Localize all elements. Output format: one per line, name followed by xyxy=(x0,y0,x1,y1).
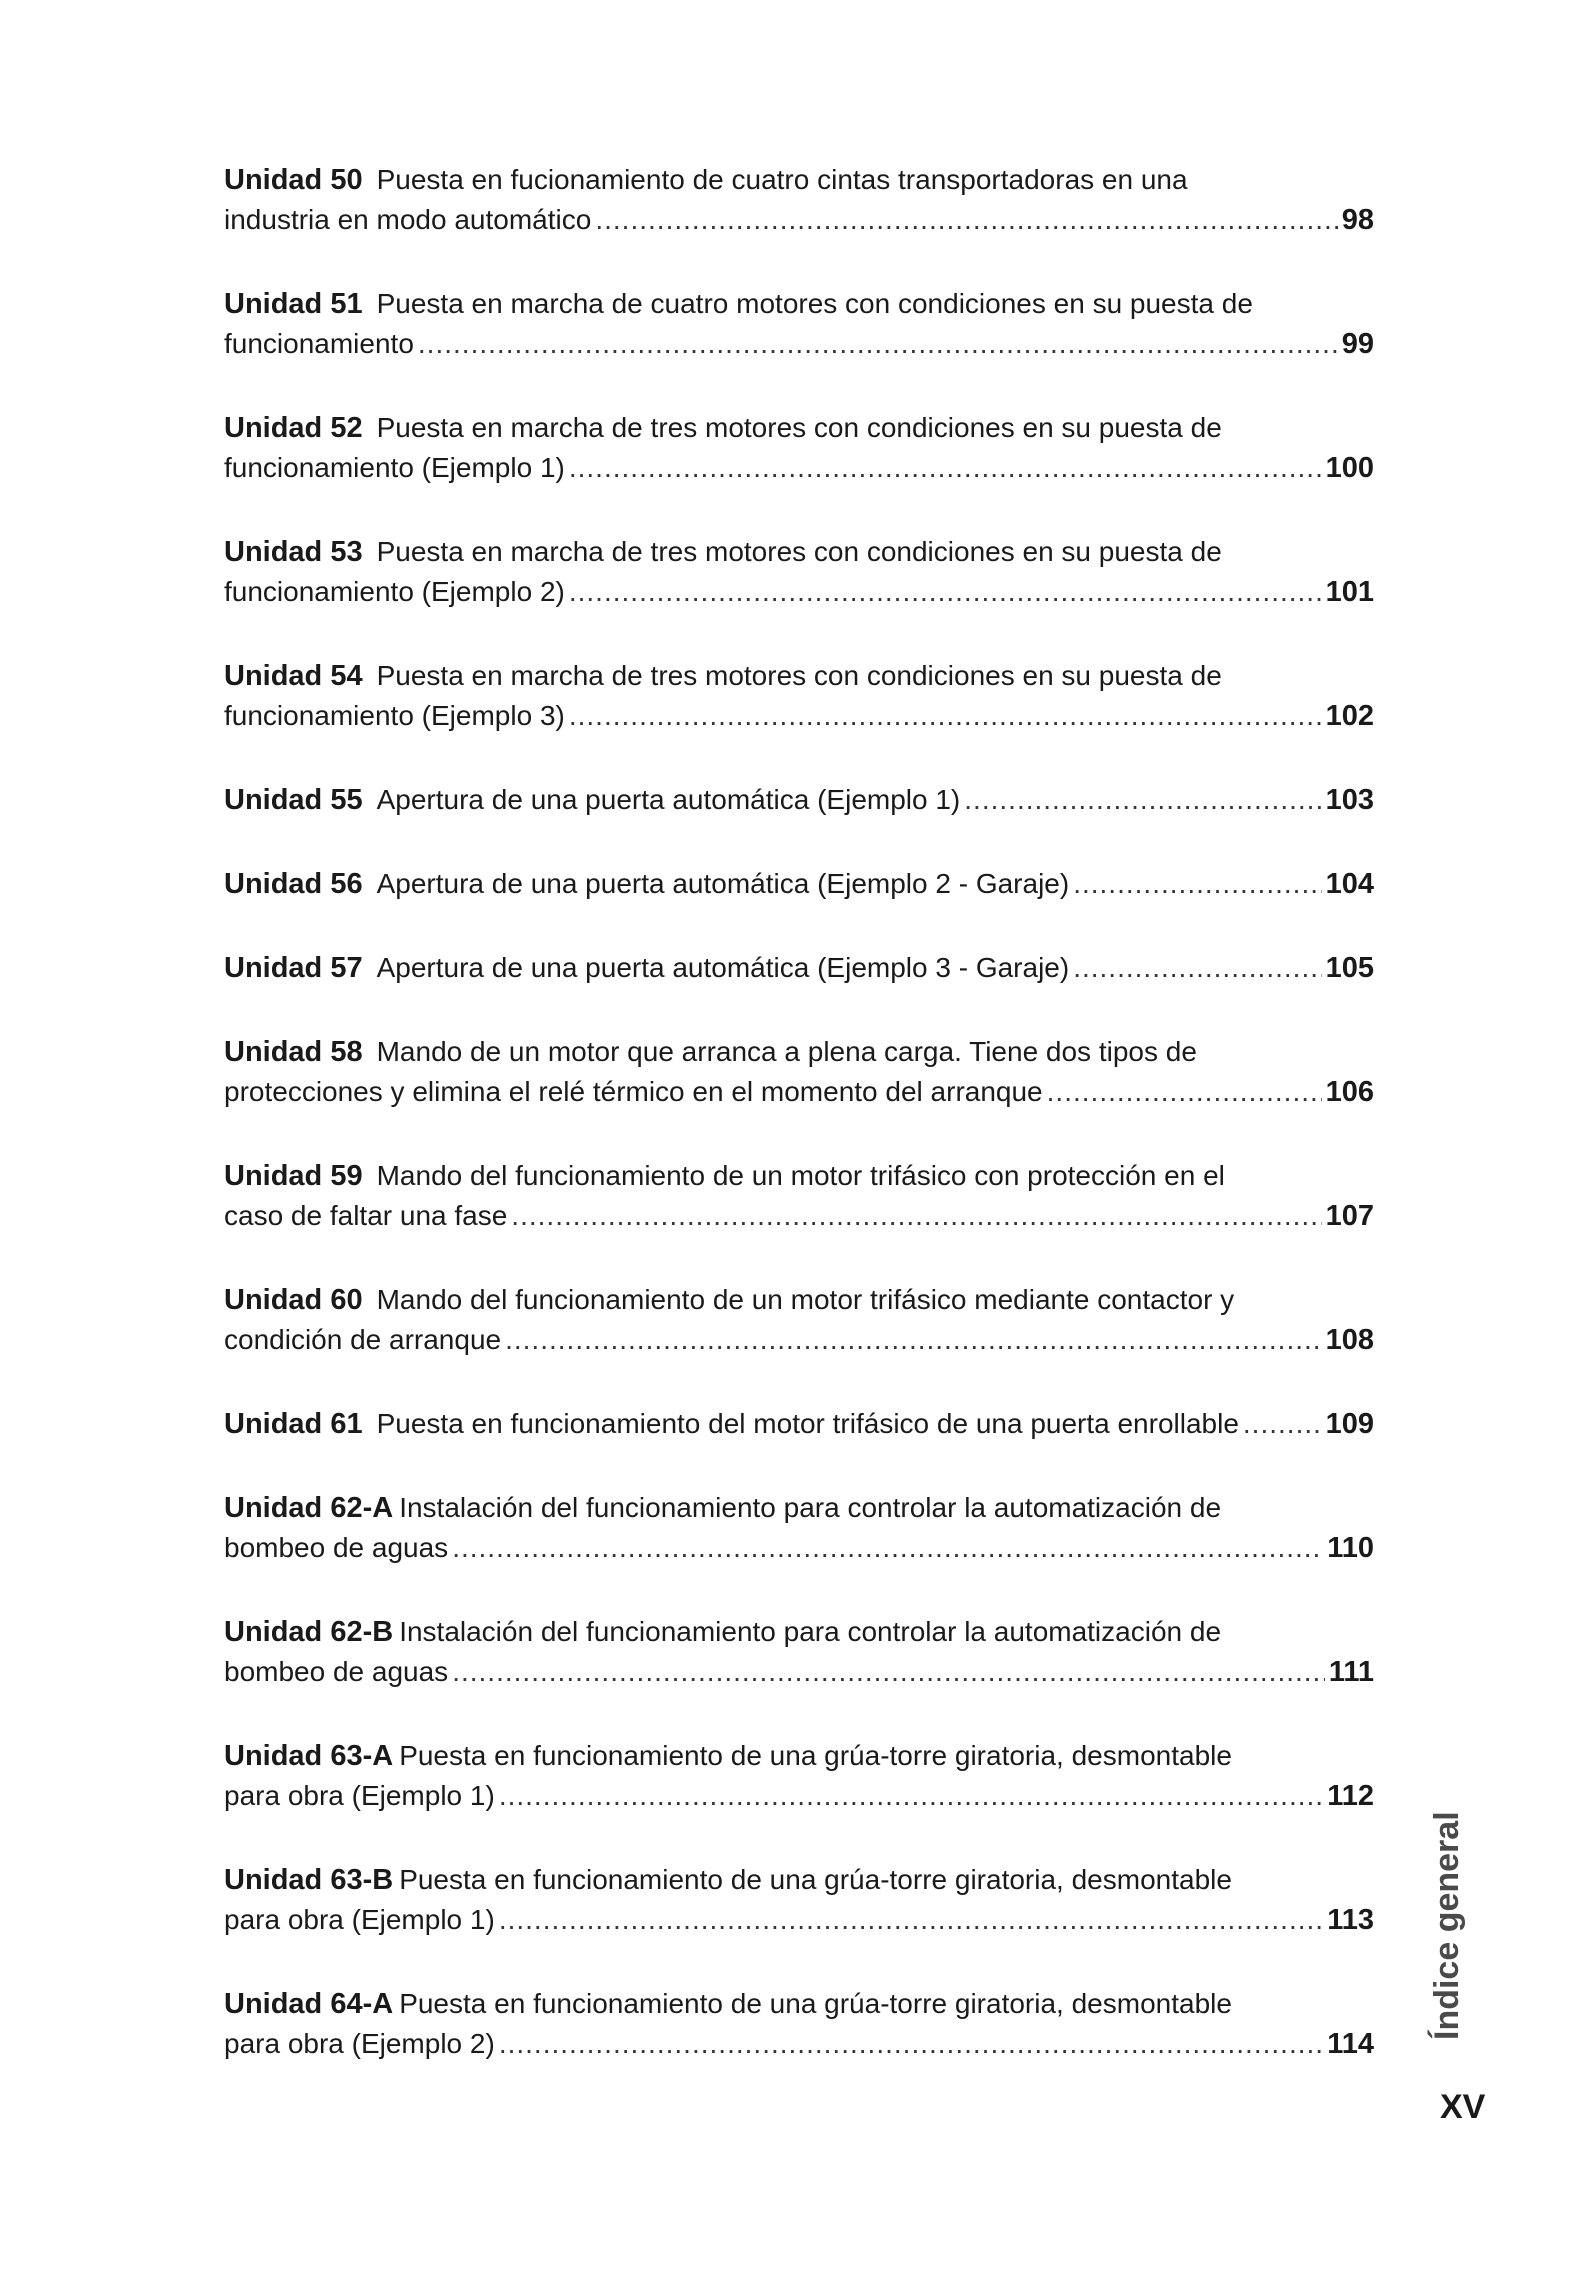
entry-title-continued: funcionamiento (Ejemplo 2) xyxy=(224,576,565,607)
toc-entry-unit-62a[interactable] xyxy=(224,1488,1374,1568)
dot-leader xyxy=(595,200,1337,240)
toc-entry-unit-60[interactable] xyxy=(224,1280,1374,1360)
toc-entry-second-line xyxy=(224,1528,1374,1568)
unit-label: Unidad 57 xyxy=(224,952,363,984)
entry-title: Puesta en fucionamiento de cuatro cintas transportadoras en una xyxy=(376,164,1188,195)
toc-entry-first-line xyxy=(224,1736,1374,1776)
page-ref: 100 xyxy=(1325,452,1374,484)
entry-title: Mando del funcionamiento de un motor trifásico con protección en el xyxy=(376,1160,1225,1191)
toc-entry-first-line xyxy=(224,1984,1374,2024)
unit-label: Unidad 54 xyxy=(224,660,363,692)
toc-entry-second-line xyxy=(224,2024,1374,2064)
entry-title-continued: condición de arranque xyxy=(224,1324,502,1355)
dot-leader xyxy=(964,780,1321,820)
toc-entry-unit-56[interactable] xyxy=(224,864,1374,904)
unit-label: Unidad 63-A xyxy=(224,1740,394,1772)
dot-leader xyxy=(452,1528,1323,1568)
toc-entry-line xyxy=(224,864,1374,904)
dot-leader xyxy=(1047,1072,1322,1112)
toc-entry-first-line xyxy=(224,1860,1374,1900)
page-ref: 112 xyxy=(1327,1780,1374,1812)
dot-leader xyxy=(452,1652,1325,1692)
toc-entry-first-line xyxy=(224,1488,1374,1528)
toc-entry-unit-50[interactable] xyxy=(224,160,1374,240)
dot-leader xyxy=(511,1196,1321,1236)
entry-text xyxy=(224,864,1069,904)
toc-entry-unit-64a[interactable] xyxy=(224,1984,1374,2064)
toc-entry-first-line xyxy=(224,1280,1374,1320)
toc-entry-unit-57[interactable] xyxy=(224,948,1374,988)
page-ref: 101 xyxy=(1325,576,1374,608)
entry-title-continued: caso de faltar una fase xyxy=(224,1200,508,1231)
unit-label: Unidad 50 xyxy=(224,164,363,196)
toc-entry-first-line xyxy=(224,160,1374,200)
entry-title: Puesta en funcionamiento del motor trifásico de una puerta enrollable xyxy=(376,1408,1239,1439)
toc-entry-first-line xyxy=(224,532,1374,572)
toc-entry-unit-62b[interactable] xyxy=(224,1612,1374,1692)
page-ref: 108 xyxy=(1325,1324,1374,1356)
dot-leader xyxy=(1073,948,1321,988)
toc-entry-second-line xyxy=(224,572,1374,612)
unit-label: Unidad 60 xyxy=(224,1284,363,1316)
page-ref: 103 xyxy=(1325,784,1374,816)
toc-entry-second-line xyxy=(224,696,1374,736)
toc-entry-unit-59[interactable] xyxy=(224,1156,1374,1236)
entry-title-continued: protecciones y elimina el relé térmico en el momento del arranque xyxy=(224,1076,1043,1107)
entry-title-continued: funcionamiento (Ejemplo 3) xyxy=(224,700,565,731)
toc-entry-second-line xyxy=(224,200,1374,240)
toc-entry-first-line xyxy=(224,408,1374,448)
entry-title-continued: funcionamiento xyxy=(224,328,414,359)
unit-label: Unidad 63-B xyxy=(224,1864,394,1896)
toc-entry-second-line xyxy=(224,1900,1374,1940)
unit-label: Unidad 55 xyxy=(224,784,363,816)
entry-text xyxy=(224,1404,1239,1444)
table-of-contents xyxy=(224,160,1374,2108)
toc-entry-unit-52[interactable] xyxy=(224,408,1374,488)
page-ref: 105 xyxy=(1325,952,1374,984)
unit-label: Unidad 62-B xyxy=(224,1616,394,1648)
entry-title: Apertura de una puerta automática (Ejemplo 2 - Garaje) xyxy=(376,868,1070,899)
toc-entry-first-line xyxy=(224,284,1374,324)
toc-entry-first-line xyxy=(224,656,1374,696)
toc-entry-line xyxy=(224,948,1374,988)
dot-leader xyxy=(418,324,1338,364)
entry-text xyxy=(224,948,1069,988)
page-ref: 113 xyxy=(1327,1904,1374,1936)
toc-entry-second-line xyxy=(224,324,1374,364)
toc-entry-first-line xyxy=(224,1032,1374,1072)
unit-label: Unidad 51 xyxy=(224,288,363,320)
dot-leader xyxy=(569,696,1322,736)
toc-entry-unit-63b[interactable] xyxy=(224,1860,1374,1940)
entry-title: Mando del funcionamiento de un motor trifásico mediante contactor y xyxy=(376,1284,1235,1315)
unit-label: Unidad 59 xyxy=(224,1160,363,1192)
toc-entry-unit-51[interactable] xyxy=(224,284,1374,364)
page-ref: 109 xyxy=(1325,1408,1374,1440)
toc-entry-unit-54[interactable] xyxy=(224,656,1374,736)
section-side-label: Índice general xyxy=(1428,1811,1466,2040)
page-number: XV xyxy=(1440,2088,1486,2126)
entry-title: Apertura de una puerta automática (Ejemplo 3 - Garaje) xyxy=(376,952,1070,983)
toc-entry-second-line xyxy=(224,1196,1374,1236)
toc-entry-first-line xyxy=(224,1612,1374,1652)
entry-title-continued: para obra (Ejemplo 2) xyxy=(224,2028,495,2059)
entry-text xyxy=(224,780,960,820)
page-ref: 104 xyxy=(1325,868,1374,900)
toc-entry-unit-55[interactable] xyxy=(224,780,1374,820)
page-ref: 99 xyxy=(1341,328,1374,360)
toc-entry-second-line xyxy=(224,1652,1374,1692)
unit-label: Unidad 58 xyxy=(224,1036,363,1068)
page-ref: 114 xyxy=(1327,2028,1374,2060)
dot-leader xyxy=(499,1776,1323,1816)
unit-label: Unidad 56 xyxy=(224,868,363,900)
entry-title: Instalación del funcionamiento para controlar la automatización de xyxy=(399,1492,1222,1523)
dot-leader xyxy=(499,2024,1323,2064)
toc-entry-second-line xyxy=(224,1072,1374,1112)
page-ref: 102 xyxy=(1325,700,1374,732)
entry-title: Puesta en marcha de tres motores con condiciones en su puesta de xyxy=(376,660,1222,691)
page-ref: 111 xyxy=(1328,1656,1374,1688)
toc-entry-second-line xyxy=(224,1320,1374,1360)
page-ref: 107 xyxy=(1325,1200,1374,1232)
toc-entry-unit-58[interactable] xyxy=(224,1032,1374,1112)
entry-title: Puesta en marcha de tres motores con condiciones en su puesta de xyxy=(376,536,1222,567)
toc-entry-line xyxy=(224,780,1374,820)
entry-title-continued: bombeo de aguas xyxy=(224,1532,449,1563)
entry-title: Puesta en marcha de cuatro motores con condiciones en su puesta de xyxy=(376,288,1253,319)
entry-title: Puesta en funcionamiento de una grúa-torre giratoria, desmontable xyxy=(399,1988,1232,2019)
page-ref: 110 xyxy=(1327,1532,1374,1564)
dot-leader xyxy=(499,1900,1323,1940)
unit-label: Unidad 61 xyxy=(224,1408,363,1440)
page-ref: 98 xyxy=(1341,204,1374,236)
toc-entry-unit-61[interactable] xyxy=(224,1404,1374,1444)
entry-title: Instalación del funcionamiento para controlar la automatización de xyxy=(399,1616,1222,1647)
entry-title-continued: para obra (Ejemplo 1) xyxy=(224,1780,495,1811)
entry-title: Apertura de una puerta automática (Ejemplo 1) xyxy=(376,784,961,815)
toc-entry-second-line xyxy=(224,448,1374,488)
dot-leader xyxy=(569,572,1322,612)
unit-label: Unidad 64-A xyxy=(224,1988,394,2020)
unit-label: Unidad 62-A xyxy=(224,1492,394,1524)
dot-leader xyxy=(1073,864,1321,904)
toc-entry-unit-53[interactable] xyxy=(224,532,1374,612)
dot-leader xyxy=(1243,1404,1322,1444)
entry-title-continued: industria en modo automático xyxy=(224,204,592,235)
page-ref: 106 xyxy=(1325,1076,1374,1108)
toc-entry-first-line xyxy=(224,1156,1374,1196)
entry-title-continued: funcionamiento (Ejemplo 1) xyxy=(224,452,565,483)
toc-entry-line xyxy=(224,1404,1374,1444)
entry-title: Puesta en marcha de tres motores con condiciones en su puesta de xyxy=(376,412,1222,443)
entry-title: Puesta en funcionamiento de una grúa-torre giratoria, desmontable xyxy=(399,1864,1232,1895)
entry-title-continued: para obra (Ejemplo 1) xyxy=(224,1904,495,1935)
toc-entry-second-line xyxy=(224,1776,1374,1816)
entry-title: Mando de un motor que arranca a plena carga. Tiene dos tipos de xyxy=(376,1036,1197,1067)
unit-label: Unidad 53 xyxy=(224,536,363,568)
dot-leader xyxy=(569,448,1322,488)
entry-title: Puesta en funcionamiento de una grúa-torre giratoria, desmontable xyxy=(399,1740,1232,1771)
unit-label: Unidad 52 xyxy=(224,412,363,444)
dot-leader xyxy=(505,1320,1322,1360)
entry-title-continued: bombeo de aguas xyxy=(224,1656,449,1687)
toc-entry-unit-63a[interactable] xyxy=(224,1736,1374,1816)
